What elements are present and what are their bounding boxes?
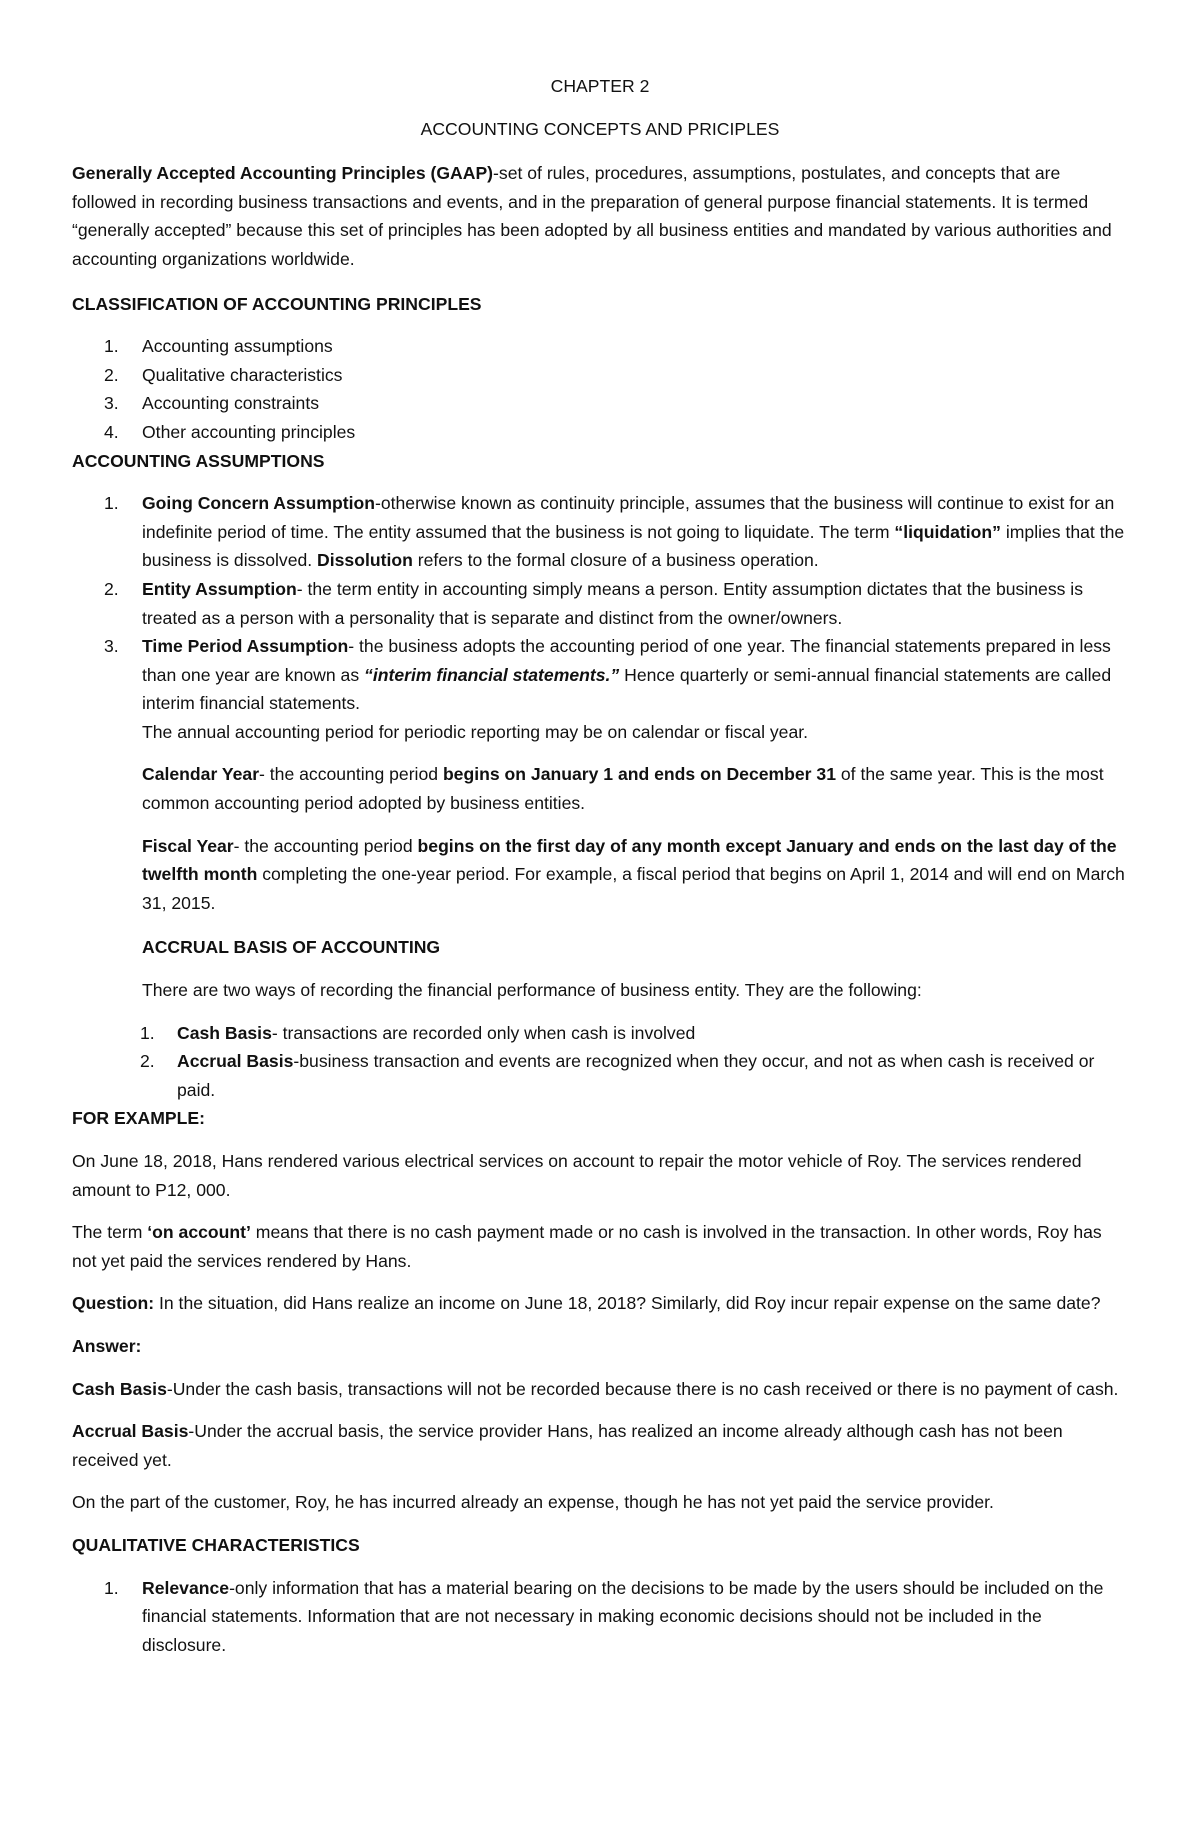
question-paragraph: Question: In the situation, did Hans realize an income on June 18, 2018? Similarly, did Roy incur repair expense on the same date? bbox=[72, 1293, 1101, 1314]
example-paragraph: On June 18, 2018, Hans rendered various electrical services on account to repair the motor vehicle of Roy. The services rendered amount to P12, 000. bbox=[72, 1151, 1082, 1200]
gaap-text: -set of rules, procedures, assumptions, postulates, and concepts that are followed in recording business transactions and events, and in the preparation of general purpose financial statements. It is termed “generally accepted” because this set of principles has been adopted by all business entities and mandated by various authorities and accounting organizations worldwide. bbox=[72, 163, 1112, 269]
classification-list bbox=[72, 332, 1128, 446]
list-item: 2. Accrual Basis-business transaction and events are recognized when they occur, and not as when cash is received or paid. bbox=[140, 1051, 1095, 1100]
qualitative-list bbox=[72, 1574, 1128, 1660]
entity-item: 2. Entity Assumption- the term entity in accounting simply means a person. Entity assumption dictates that the business is treated as a person with a personality that is separate and distinct from the owner/owners. bbox=[104, 578, 1084, 628]
chapter-title: CHAPTER 2 bbox=[550, 76, 650, 96]
chapter-subtitle: ACCOUNTING CONCEPTS AND PRICIPLES bbox=[420, 118, 780, 139]
time-period-item: 3. Time Period Assumption- the business adopts the accounting period of one year. The financial statements prepared in less than one year are known as “interim financial statements.” Hence quarterly or semi-annual financial statements are called interim financial statements. bbox=[104, 636, 1112, 714]
on-account-paragraph: The term ‘on account’ means that there is no cash payment made or no cash is involved in the transaction. In other words, Roy has not yet paid the services rendered by Hans. bbox=[72, 1222, 1102, 1271]
fiscal-year-paragraph: Fiscal Year- the accounting period begins on the first day of any month except January and ends on the last day of the twelfth month completing the one-year period. For example, a fiscal period that begins on April 1, 2014 and will end on March 31, 2015. bbox=[142, 835, 1125, 913]
gaap-paragraph bbox=[72, 159, 1128, 273]
accrual-basis-answer: Accrual Basis-Under the accrual basis, the service provider Hans, has realized an income already although cash has not been received yet. bbox=[72, 1421, 1063, 1470]
list-item: 2. Qualitative characteristics bbox=[104, 364, 343, 385]
customer-paragraph: On the part of the customer, Roy, he has incurred already an expense, though he has not yet paid the service provider. bbox=[72, 1492, 994, 1513]
accrual-heading: ACCRUAL BASIS OF ACCOUNTING bbox=[142, 937, 441, 958]
accrual-list bbox=[72, 1019, 1128, 1105]
assumptions-heading: ACCOUNTING ASSUMPTIONS bbox=[72, 450, 325, 471]
qualitative-heading: QUALITATIVE CHARACTERISTICS bbox=[72, 1534, 360, 1555]
list-item: 1. Relevance-only information that has a material bearing on the decisions to be made by the users should be included on the financial statements. Information that are not necessary in making economic decisions should not be included in the disclosure. bbox=[104, 1577, 1104, 1655]
answer-label: Answer: bbox=[72, 1335, 142, 1356]
list-item: 4. Other accounting principles bbox=[104, 421, 356, 442]
assumptions-list bbox=[72, 489, 1128, 718]
calendar-year-paragraph: Calendar Year- the accounting period begins on January 1 and ends on December 31 of the same year. This is the most common accounting period adopted by business entities. bbox=[142, 764, 1104, 814]
list-item: 1. Accounting assumptions bbox=[104, 336, 333, 357]
gaap-term: Generally Accepted Accounting Principles (GAAP) bbox=[72, 163, 494, 184]
list-item: 3. Accounting constraints bbox=[104, 393, 320, 414]
cash-basis-answer: Cash Basis-Under the cash basis, transactions will not be recorded because there is no cash received or there is no payment of cash. bbox=[72, 1378, 1119, 1399]
list-item: 1. Cash Basis- transactions are recorded only when cash is involved bbox=[140, 1022, 696, 1043]
example-heading: FOR EXAMPLE: bbox=[72, 1108, 205, 1129]
accrual-intro: There are two ways of recording the financial performance of business entity. They are the following: bbox=[142, 980, 922, 1001]
annual-period-paragraph: The annual accounting period for periodic reporting may be on calendar or fiscal year. bbox=[142, 721, 809, 742]
going-concern-item: 1. Going Concern Assumption-otherwise known as continuity principle, assumes that the business will continue to exist for an indefinite period of time. The entity assumed that the business is not going to liquidate. The term “liquidation” implies that the business is dissolved. Dissolution refers to the formal closure of a business operation. bbox=[104, 493, 1125, 571]
classification-heading: CLASSIFICATION OF ACCOUNTING PRINCIPLES bbox=[72, 293, 482, 314]
